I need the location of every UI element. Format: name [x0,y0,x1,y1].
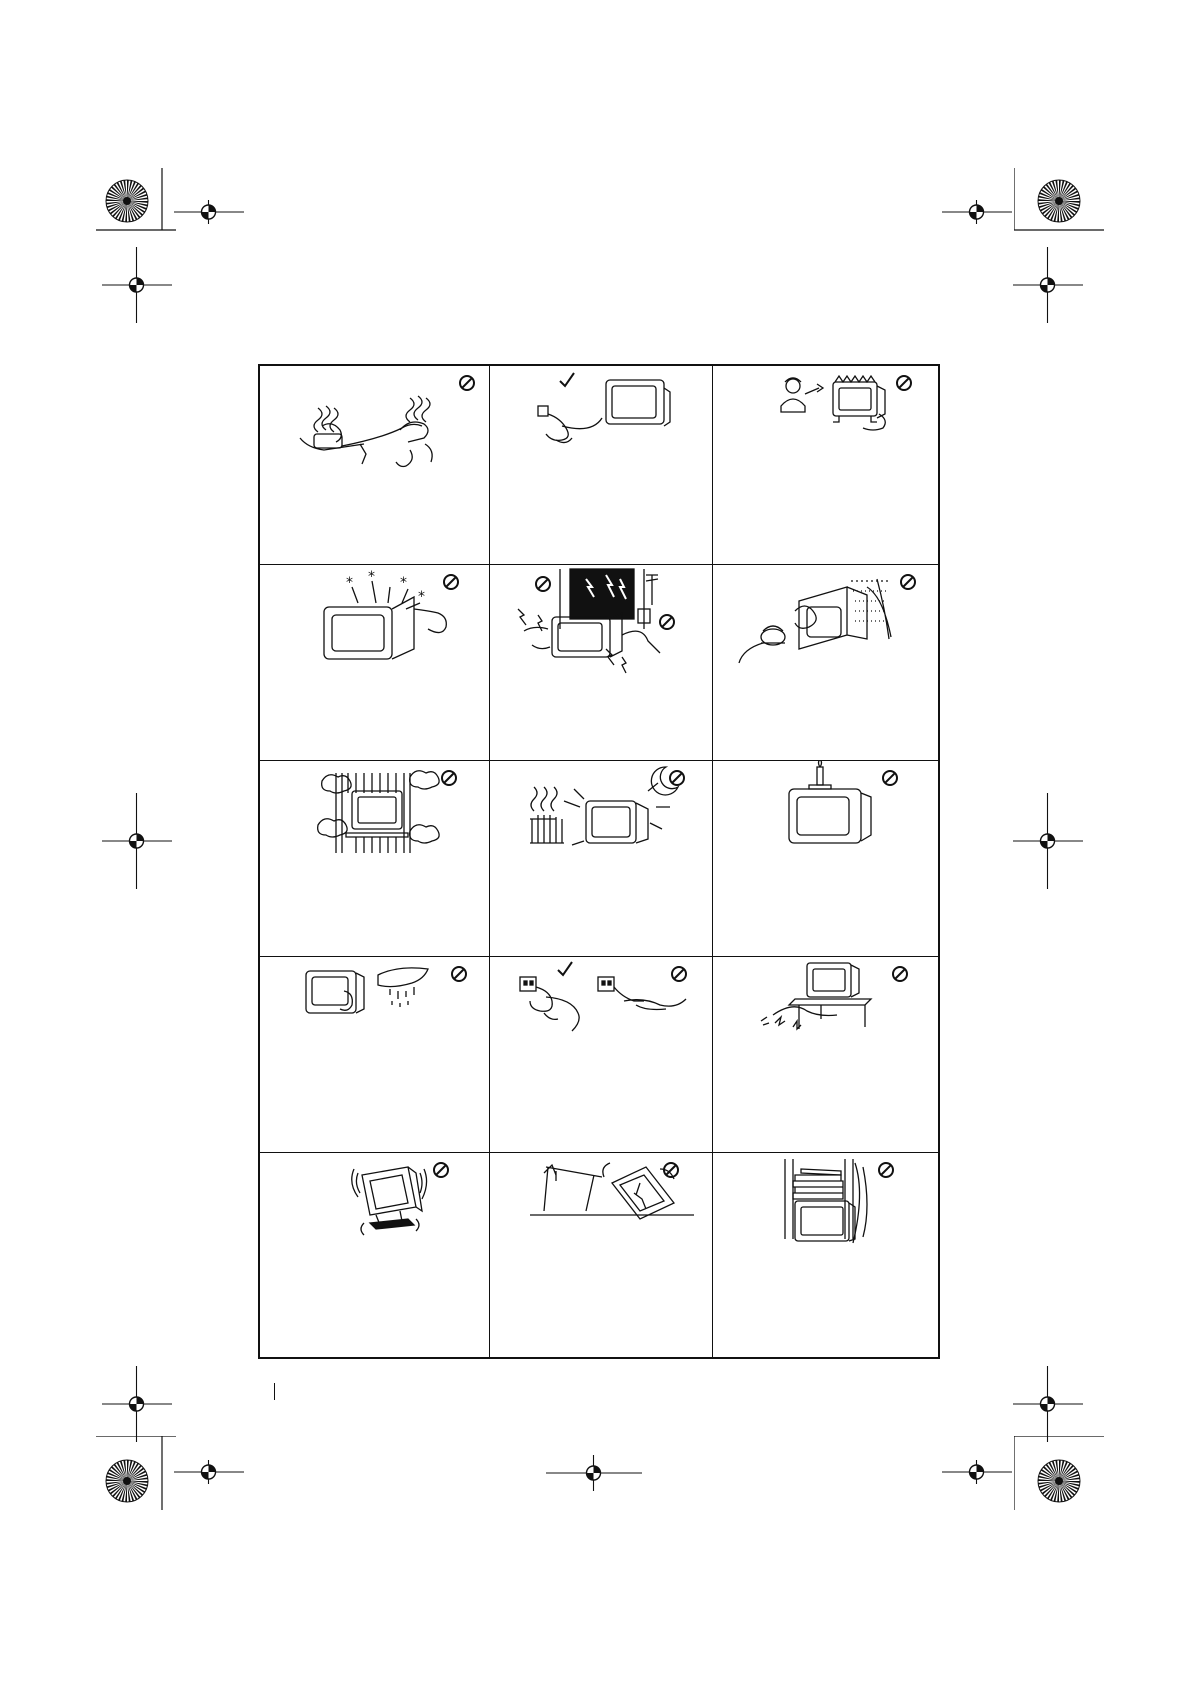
pull-plug-not-cord-illustration [490,957,713,1153]
unstable-stand-illustration [260,1153,490,1349]
enclosed-shelf-ventilation-illustration [260,761,490,957]
crop-mark-top-right-crosshair [942,200,1012,224]
heater-sunlight-illustration [490,761,713,957]
crosshair-icon [1013,1366,1083,1442]
crop-mark-mid-right-crosshair [1013,793,1083,889]
crosshair-icon [1013,247,1083,323]
steam-humidity-illustration [713,565,941,761]
svg-text:*: * [346,575,353,591]
crosshair-icon [546,1455,642,1491]
safety-cell-steam [713,565,938,761]
crosshair-icon [174,1460,244,1484]
prohibited-icon [877,1161,895,1179]
crop-mark-top-right-crosshair-2 [1013,247,1083,323]
tv-plug-in-outlet-illustration [490,366,713,565]
damaged-cord-under-stand-illustration [713,957,941,1153]
crop-mark-bottom-right-rosette [1036,1458,1082,1504]
safety-cell-ventilation [260,761,490,957]
prohibited-icon [670,965,688,983]
prohibited-icon [432,1161,450,1179]
svg-text:*: * [418,589,425,605]
prohibited-icon [450,965,468,983]
prohibited-icon [895,374,913,392]
crop-mark-top-left-rosette [104,178,150,224]
crop-mark-mid-left-crosshair [102,793,172,889]
crosshair-icon [174,200,244,224]
crop-mark-bottom-left-crosshair-2 [174,1460,244,1484]
objects-on-top-illustration [713,1153,941,1349]
prohibited-icon [899,573,917,591]
prohibited-icon [662,1161,680,1179]
prohibited-icon [881,769,899,787]
safety-cell-objects-on-top [713,1153,938,1357]
check-icon [558,372,576,388]
crop-mark-bottom-right-crosshair [1013,1366,1083,1442]
prohibited-icon [891,965,909,983]
svg-text:*: * [368,569,375,585]
lightning-antenna-illustration [490,565,713,761]
safety-cell-wet-cloth [260,957,490,1153]
crosshair-icon [942,200,1012,224]
wet-cloth-cleaning-illustration [260,957,490,1153]
crop-mark-bottom-left-rosette [104,1458,150,1504]
safety-cell-heat [490,761,713,957]
crosshair-icon [102,793,172,889]
service-technician-illustration [713,366,941,565]
rosette-icon [1036,1458,1082,1504]
safety-cell-servicing [713,366,938,565]
prohibited-icon [440,769,458,787]
crop-mark-top-left-crosshair [174,200,244,224]
safety-cell-unstable [260,1153,490,1357]
safety-cell-plug-outlet [490,366,713,565]
wet-hands-plug-illustration [260,366,490,565]
svg-text:*: * [400,575,407,591]
safety-cell-candle [713,761,938,957]
rosette-icon [104,178,150,224]
safety-grid [258,364,940,1359]
rosette-icon [104,1458,150,1504]
crop-mark-bottom-center-crosshair [546,1455,642,1491]
crosshair-icon [1013,793,1083,889]
crosshair-icon [942,1460,1012,1484]
prohibited-icon [458,374,476,392]
prohibited-icon [534,575,552,593]
crop-mark-bottom-right-crosshair-2 [942,1460,1012,1484]
safety-cell-wet-hands [260,366,490,565]
crosshair-icon [102,247,172,323]
crop-mark-top-left-crosshair-2 [102,247,172,323]
safety-cell-objects-vents [260,565,490,761]
safety-cell-plug-pull [490,957,713,1153]
safety-cell-cord-damage [713,957,938,1153]
check-icon [556,961,574,977]
crop-mark-top-right-rosette [1036,178,1082,224]
page-number-marker [274,1383,275,1400]
prohibited-icon [668,769,686,787]
crosshair-icon [102,1366,172,1442]
falling-tv-illustration [490,1153,713,1349]
rosette-icon [1036,178,1082,224]
safety-cell-lightning [490,565,713,761]
crop-mark-bottom-left-crosshair [102,1366,172,1442]
prohibited-icon [442,573,460,591]
safety-cell-falling [490,1153,713,1357]
objects-into-vents-illustration [260,565,490,761]
prohibited-icon [658,613,676,631]
candle-on-tv-illustration [713,761,941,957]
